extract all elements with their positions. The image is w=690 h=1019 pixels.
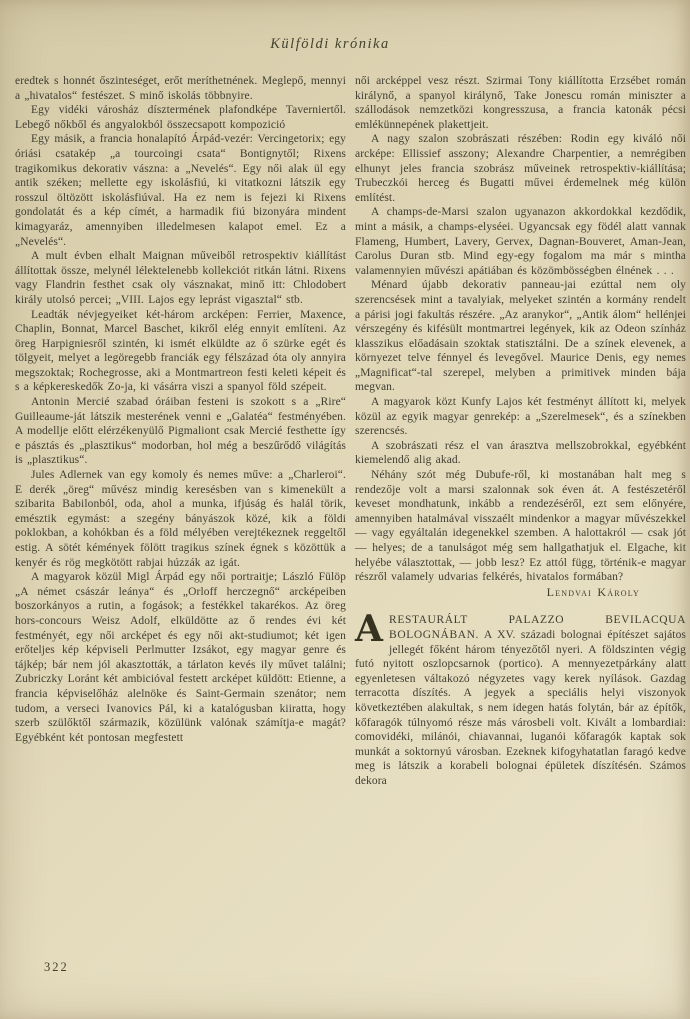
paragraph: Néhány szót még Dubufe-ről, ki mostanában halt meg s rendezője volt a marsi szalonnak sok éven át. A festészetéről keveset mondhatunk, inkább a rendezéséről, ezt sem előnyére, amennyiben hatalmával visszaélt mindenkor a magyar művészekkel — vagy egyáltalán idegenekkel szemben. A halottakról — csak jót — helyes; de a tanulságot még sem hallgathatjuk el. Elgache, kit helyébe választottak, — jobb lesz? Ez attól függ, történik-e magyar részről valamely udvarias felkérés, hivatalos formában? bbox=[355, 469, 686, 584]
paragraph: Leadták névjegyeiket két-három arcképen: Ferrier, Maxence, Chaplin, Bonnat, Marcel Baschet, kikről elég ennyit említeni. Az öreg Harpigniesről szintén, ki ismét elküldte az ő szürke egét és tölgyeit, melyet a legöregebb franciák egy félszázad óta oly annyira megszoktak; Rochegrosse, aki a Montmartreon festi keleti képeit és s a képkereskedők Zo-ja, ki vásárra viszi a spanyol föld szépeit. bbox=[15, 308, 346, 394]
paragraph: A szobrászati rész el van árasztva mellszobrokkal, egyébként kiemelendő alig akad. bbox=[355, 439, 686, 467]
article-title: RESTAURÁLT PALAZZO BEVILACQUA BOLOGNÁBAN. bbox=[389, 614, 686, 641]
paragraph: A nagy szalon szobrászati részében: Rodin egy kiváló női arcképe: Ellissief asszony; Alexandre Charpentier, a nemrégiben elhunyt jeles francia szobrász műveinek retrospektiv-kiállítása; Trubeczkói herceg és Bugatti művei érdemelnek még külön említést. bbox=[355, 133, 686, 204]
article-body-text: A XV. századi bolognai építészet sajátos jellegét főként három tényezőtől nyeri. A földszinten végig futó nyitott oszlopcsarnok (portico). A mennyezetpárkány alatt egyenletesen váltakozó négyzetes vagy kerek nyílások. Gazdag terracotta díszítés. A jegyek a speciális helyi viszonyok következtében alakultak, s nem idegen hatás folytán, bár az építők, kőfaragók túlnyomó része más városbeli volt. Kivált a lombardiai: comovidéki, milánói, chiavannai, luganói kőfaragók kaptak sok munkát a soktornyú városban. Ezeknek kifogyhatatlan faragó kedve meg is látszik a korabeli bolognai épületek díszítésén. Számos dekora bbox=[355, 628, 687, 787]
paragraph: Egy vidéki városház dísztermének plafondképe Taverniertől. Lebegő nőkből és angyalokból összecsapott kompozició bbox=[15, 104, 346, 131]
paragraph: Ménard újabb dekorativ panneau-jai ezúttal nem oly szerencsések mint a tavalyiak, melyeket szintén a kormány rendelt a párisi jogi fakultás részére. „Az aranykor“, „Antik álom“ hellénjei vérszegény és kifésült montmartrei legények, kik az Odeon színház klasszikus előadásain szoktak statisztálni. De a színek elevenek, a környezet telve fénnyel és levegővel. Maurice Denis, egy nemes „Magnificat“-tal szerepel, melyben a primitivek minden bája megvan. bbox=[355, 279, 686, 394]
article-start-paragraph bbox=[355, 608, 687, 788]
right-column bbox=[355, 74, 686, 789]
paragraph: A champs-de-Marsi szalon ugyanazon akkordokkal kezdődik, mint a másik, a champs-elyséei. Ugyancsak egy födél alatt vannak Flameng, Humbert, Lavery, Gervex, Dagnan-Bouveret, Aman-Jean, Carolus Duran stb. Mind egy-egy fogalom ma már s mintha valamennyien művészi apátiában és közömbösségben élnének . . . bbox=[355, 206, 686, 277]
paragraph: A magyarok közül Migl Árpád egy női portraitje; László Fülöp „A német császár leánya“ és „Orloff herczegnő“ arcképeiben boszorkányos a rutin, a fogások; a festékkel takarékos. Az öreg hors-concours Weisz Adolf, elküldötte az ő rendes évi két festményét, egy női arcképet és egy női akt-studiumot; két igen erőteljes kép képviseli Perlmutter Izsákot, egy magyar genre és tájkép; bár nem jól akasztották, a tárlaton kevés ily művet találni; Zubriczky Loránt két ambicióval festett arcképet küldött: Etienne, a francia képviselőház alelnöke és Saint-Germain szenátor; nem tudom, a verseci Ivanovics Pál, ki a katalógusban kiiratta, hogy szerb szülőktől származik, közülünk valónak számítja-e magát? Egyébként két pontosan megfestett bbox=[15, 571, 346, 744]
paragraph: A mult évben elhalt Maignan műveiből retrospektiv kiállítást állítottak össze, melynél lélektelenebb kollekciót ritkán látni. Rixens vagy Flandrin festhet csak oly vásznakat, minő itt: Chlodobert király utolsó percei; „VIII. Lajos egy leprást vigasztal“ stb. bbox=[15, 250, 346, 306]
author-signature: Lendvai Károly bbox=[546, 584, 640, 599]
paragraph: Antonin Mercié szabad óráiban festeni is szokott s a „Rire“ Guilleaume-ját látszik mesterének venni e „Galatéa“ festményében. A modellje előtt elérzékenyülő Pigmaliont csak Mercié festhette így e pásztás és „plasztikus“ modorban, hol még a beszűrődő világítás is „plasztikus“. bbox=[15, 396, 346, 467]
paragraph: A magyarok közt Kunfy Lajos két festményt állított ki, melyek közül az egyik magyar genrekép: a „Szerelmesek“, és a színekben szerencsés. bbox=[355, 396, 686, 438]
drop-cap-initial: A bbox=[355, 608, 384, 651]
page-header-title: Külföldi krónika bbox=[270, 36, 390, 52]
page-number: 322 bbox=[44, 960, 69, 974]
paragraph: Jules Adlernek van egy komoly és nemes műve: a „Charleroi“. E derék „öreg“ művész mindig keresésben van s kimenekült a szibarita Babilonból, oda, ahol a munka, ifjúság és halál törik, emésztik egymást: a szegény bányászok közé, kik a földi poklokban, a kohókban és a föld mélyében verejtékeznek reggeltől estig. A sötét kémények fölött tragikus színek égnek s közöttük a kenyér és rög megkötött rabjai húzzák az igát. bbox=[15, 469, 346, 569]
page-content bbox=[15, 74, 686, 789]
paragraph: Egy másik, a francia honalapító Árpád-vezér: Vercingetorix; egy óriási csatakép „a tourcoingi csata“ Bontignytől; Rixens tragikomikus dekorativ vászna: a „Nevelés“. Egy női alak ül egy antik széken; mellette egy iskolásfiú, ki vitatkozni látszik egy rosszul öltözött iskolásfiúval. Ha ez nem is fejezi ki Rixens gondolatát és a kép címét, a harmadik fiú bizonyára mindent kimagyaráz, amennyiben illedelmesen kalapot emel. Ez a „Nevelés“. bbox=[15, 133, 346, 248]
paragraph: eredtek s honnét őszinteséget, erőt meríthetnének. Meglepő, mennyi a „hivatalos“ festészet. S minő iskolás többnyire. bbox=[15, 75, 346, 102]
paragraph: női arcképpel vesz részt. Szirmai Tony kiállította Erzsébet román királynő, a spanyol királynő, Take Jonescu román miniszter a szállodások nemzetközi kongresszusa, a francia katonák pécsi emlékünnepének plakettjeit. bbox=[355, 75, 686, 131]
left-column bbox=[15, 74, 346, 789]
